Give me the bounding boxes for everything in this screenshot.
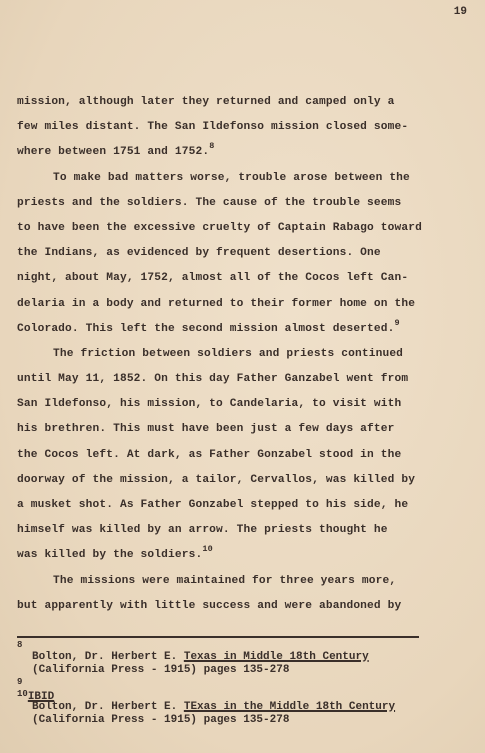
footnote-reference: 9 bbox=[394, 317, 400, 328]
line-text: San Ildefonso, his mission, to Candelaria, to visit with bbox=[17, 398, 402, 411]
footnote-9-ibid: IBID bbox=[27, 691, 55, 703]
text-line bbox=[17, 166, 455, 191]
body-text bbox=[17, 90, 455, 619]
line-text: until May 11, 1852. On this day Father Ganzabel went from bbox=[17, 373, 409, 386]
line-text: To make bad matters worse, trouble arose between the bbox=[53, 171, 410, 184]
line-text: The friction between soldiers and priests continued bbox=[53, 347, 404, 360]
text-line bbox=[17, 569, 455, 594]
footnote-8-citation bbox=[17, 651, 457, 664]
line-text: to have been the excessive cruelty of Captain Rabago toward bbox=[17, 221, 422, 234]
footnote-10-publisher: (California Press - 1915) pages 135-278 bbox=[32, 714, 290, 726]
line-text: his brethren. This must have been just a few days after bbox=[17, 423, 395, 436]
text-line bbox=[17, 140, 455, 165]
footnote-8-title: Texas in Middle 18th Century bbox=[183, 651, 369, 663]
text-line bbox=[17, 241, 455, 266]
footnote-mark-9: 9 bbox=[17, 677, 23, 687]
line-text: the Cocos left. At dark, as Father Gonzabel stood in the bbox=[17, 448, 402, 461]
line-text: doorway of the mission, a tailor, Cervallos, was killed by bbox=[17, 473, 416, 486]
text-line bbox=[17, 518, 455, 543]
footnote-10-title: TExas in the Middle 18th Century bbox=[183, 701, 396, 713]
text-line bbox=[17, 367, 455, 392]
text-line bbox=[17, 417, 455, 442]
text-line bbox=[17, 493, 455, 518]
text-line bbox=[17, 392, 455, 417]
text-line bbox=[17, 115, 455, 140]
footnote-10-citation bbox=[17, 701, 457, 714]
footnote-8-author: Bolton, Dr. Herbert E. bbox=[32, 651, 178, 663]
text-line bbox=[17, 90, 455, 115]
text-line bbox=[17, 443, 455, 468]
line-text: The missions were maintained for three years more, bbox=[53, 574, 397, 587]
line-text: mission, although later they returned and camped only a bbox=[17, 96, 395, 108]
text-line bbox=[17, 594, 455, 619]
footnote-mark-10: 10 bbox=[17, 689, 28, 699]
footnote-mark-8: 8 bbox=[17, 640, 23, 650]
text-line bbox=[17, 216, 455, 241]
line-text: a musket shot. As Father Gonzabel stepped to his side, he bbox=[17, 499, 409, 511]
footnote-8-publisher: (California Press - 1915) pages 135-278 bbox=[32, 664, 290, 676]
footnote-reference: 10 bbox=[202, 544, 213, 555]
footnotes bbox=[17, 636, 457, 727]
line-text: where between 1751 and 1752. bbox=[17, 146, 210, 159]
line-text: but apparently with little success and were abandoned by bbox=[17, 599, 402, 612]
page-number: 19 bbox=[453, 6, 467, 18]
line-text: Colorado. This left the second mission almost deserted. bbox=[17, 322, 395, 335]
text-line bbox=[17, 191, 455, 216]
text-line bbox=[17, 292, 455, 317]
text-line bbox=[17, 468, 455, 493]
footnote-9-line bbox=[17, 688, 457, 701]
footnote-reference: 8 bbox=[209, 141, 215, 152]
line-text: few miles distant. The San Ildefonso mission closed some- bbox=[17, 121, 409, 134]
line-text: the Indians, as evidenced by frequent desertions. One bbox=[17, 247, 381, 260]
line-text: delaria in a body and returned to their former home on the bbox=[17, 297, 416, 310]
line-text: was killed by the soldiers. bbox=[17, 549, 203, 562]
text-line bbox=[17, 342, 455, 367]
footnote-rule bbox=[17, 636, 419, 638]
line-text: himself was killed by an arrow. The priests thought he bbox=[17, 524, 388, 537]
line-text: night, about May, 1752, almost all of the Cocos left Can- bbox=[17, 272, 409, 285]
text-line bbox=[17, 543, 455, 568]
text-line bbox=[17, 317, 455, 342]
footnote-10-author: Bolton, Dr. Herbert E. bbox=[32, 701, 178, 713]
line-text: priests and the soldiers. The cause of the trouble seems bbox=[17, 196, 402, 209]
text-line bbox=[17, 266, 455, 291]
